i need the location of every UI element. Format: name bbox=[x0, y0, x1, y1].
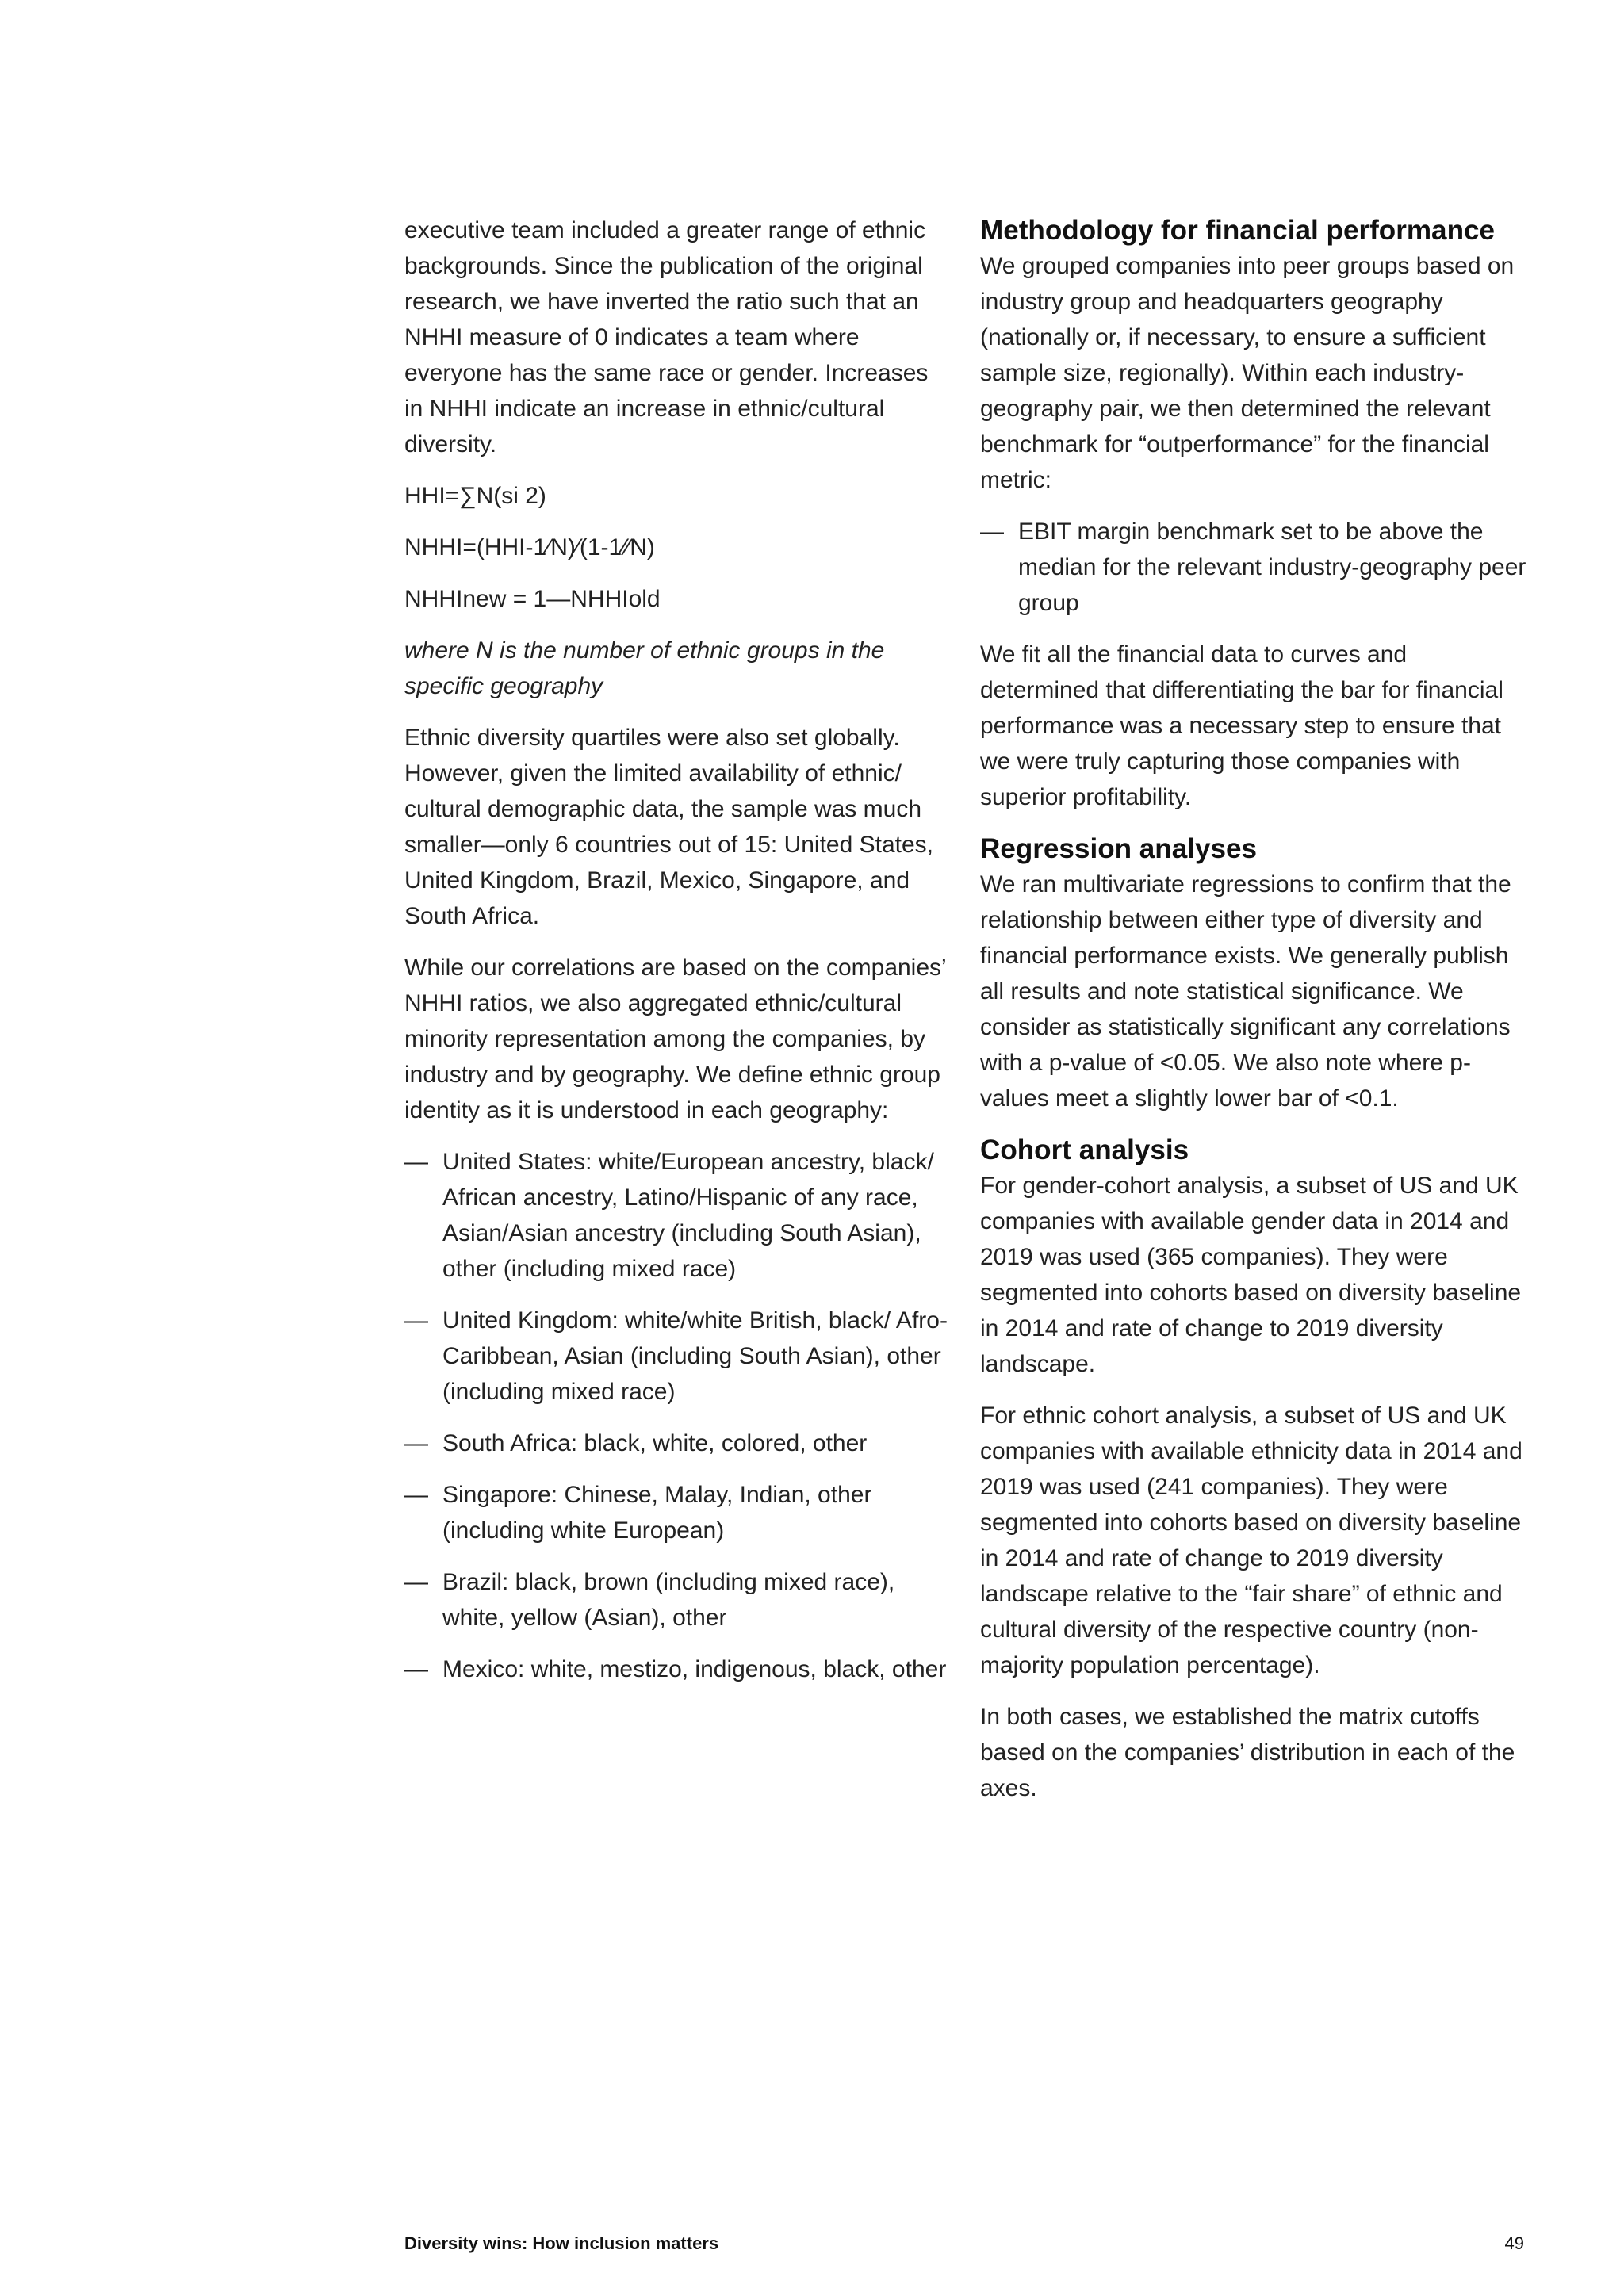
list-item-text: United Kingdom: white/white British, black/ Afro-Caribbean, Asian (including South Asian), other (including mixed race) bbox=[442, 1307, 948, 1405]
cohort-heading: Cohort analysis bbox=[980, 1135, 1189, 1165]
financial-methodology-heading: Methodology for financial performance bbox=[980, 215, 1496, 246]
list-item-text: Mexico: white, mestizo, indigenous, black, other bbox=[442, 1656, 947, 1682]
list-item-text: EBIT margin benchmark set to be above the median for the relevant industry-geography peer group bbox=[1018, 519, 1526, 616]
dash-marker: — bbox=[404, 1149, 428, 1175]
footer-title: Diversity wins: How inclusion matters bbox=[404, 2233, 719, 2253]
list-item-text: South Africa: black, white, colored, other bbox=[442, 1430, 868, 1456]
list-item bbox=[404, 1564, 952, 1636]
nhhi-formula: NHHI=(HHI-1⁄N)⁄(1-1⁄⁄N) bbox=[404, 534, 655, 561]
dash-marker: — bbox=[404, 1656, 428, 1682]
regression-body: We ran multivariate regressions to confirm that the relationship between either type of diversity and financial performance exists. We generally publish all results and note statistical significance. We consider as statistically significant any correlations with a p-value of <0.05. We also note where p-values meet a slightly lower bar of <0.1. bbox=[980, 871, 1511, 1112]
financial-methodology-body: We grouped companies into peer groups based on industry group and headquarters geography (nationally or, if necessary, to ensure a sufficient sample size, regionally). Within each industry-geography pair, we then determined the relevant benchmark for “outperformance” for the financial metric: bbox=[980, 253, 1515, 493]
list-item bbox=[980, 514, 1527, 621]
dash-marker: — bbox=[404, 1482, 428, 1508]
list-item-text: United States: white/European ancestry, black/ African ancestry, Latino/Hispanic of any race, Asian/Asian ancestry (including South Asian), other (including mixed race) bbox=[442, 1149, 934, 1282]
intro-paragraph: executive team included a greater range of ethnic backgrounds. Since the publication of the original research, we have inverted the ratio such that an NHHI measure of 0 indicates a team where everyone has the same race or gender. Increases in NHHI indicate an increase in ethnic/cultural diversity. bbox=[404, 217, 929, 457]
list-item-text: Singapore: Chinese, Malay, Indian, other (including white European) bbox=[442, 1482, 872, 1544]
dash-marker: — bbox=[404, 1430, 428, 1456]
list-item bbox=[404, 1425, 952, 1461]
financial-fit-paragraph: We fit all the financial data to curves and determined that differentiating the bar for financial performance was a necessary step to ensure that we were truly capturing those companies with superior profitability. bbox=[980, 641, 1503, 810]
dash-marker: — bbox=[404, 1307, 428, 1334]
list-item bbox=[404, 1651, 952, 1687]
list-item-text: Brazil: black, brown (including mixed race), white, yellow (Asian), other bbox=[442, 1569, 895, 1631]
dash-marker: — bbox=[980, 519, 1004, 545]
hhi-formula: HHI=∑N(si 2) bbox=[404, 483, 546, 509]
ethnic-group-list bbox=[404, 1144, 952, 1687]
list-item bbox=[404, 1144, 952, 1287]
formula-note: where N is the number of ethnic groups in the specific geography bbox=[404, 637, 885, 699]
cohort-gender-paragraph: For gender-cohort analysis, a subset of US and UK companies with available gender data in 2014 and 2019 was used (365 companies). They were segmented into cohorts based on diversity baseline in 2014 and rate of change to 2019 diversity landscape. bbox=[980, 1173, 1522, 1377]
nhhi-new-formula: NHHInew = 1—NHHIold bbox=[404, 586, 661, 612]
cohort-ethnic-paragraph: For ethnic cohort analysis, a subset of US and UK companies with available ethnicity data in 2014 and 2019 was used (241 companies). They were segmented into cohorts based on diversity baseline in 2014 and rate of change to 2019 diversity landscape relative to the “fair share” of ethnic and cultural diversity of the respective country (non-majority population percentage). bbox=[980, 1402, 1522, 1678]
quartiles-paragraph: Ethnic diversity quartiles were also set globally. However, given the limited availability of ethnic/ cultural demographic data, the sample was much smaller—only 6 countries out of 15: United States, United Kingdom, Brazil, Mexico, Singapore, and South Africa. bbox=[404, 725, 934, 929]
cohort-cutoffs-paragraph: In both cases, we established the matrix cutoffs based on the companies’ distribution in each of the axes. bbox=[980, 1704, 1515, 1801]
list-item bbox=[404, 1477, 952, 1548]
list-item bbox=[404, 1303, 952, 1410]
financial-benchmark-list bbox=[980, 514, 1527, 621]
dash-marker: — bbox=[404, 1569, 428, 1595]
page-number: 49 bbox=[1504, 2233, 1524, 2253]
regression-heading: Regression analyses bbox=[980, 833, 1258, 864]
left-column bbox=[404, 212, 952, 1703]
right-column bbox=[980, 212, 1527, 1822]
correlations-paragraph: While our correlations are based on the companies’ NHHI ratios, we also aggregated ethnic/cultural minority representation among the companies, by industry and by geography. We define ethnic group identity as it is understood in each geography: bbox=[404, 955, 946, 1123]
